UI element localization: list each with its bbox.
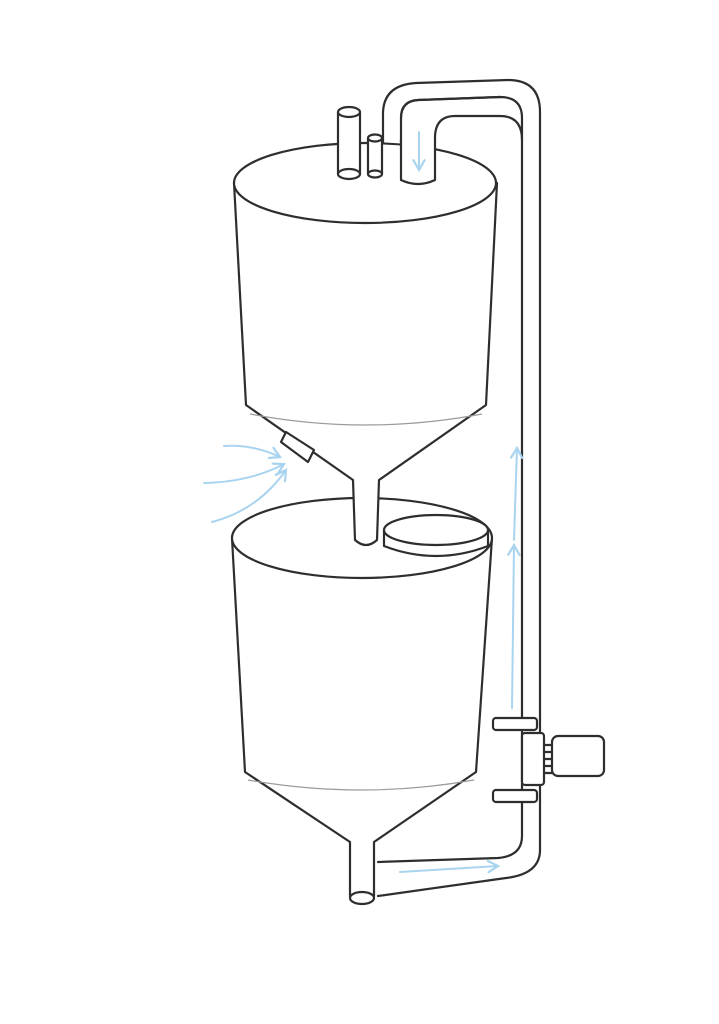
lower-vessel-outlet — [350, 892, 374, 904]
recirculation-pump — [522, 733, 604, 785]
pump-motor — [552, 736, 604, 776]
flow-arrow-bottom — [400, 866, 498, 872]
lower-conical-vessel — [232, 498, 492, 904]
lower-vessel-hatch — [384, 515, 488, 556]
pump-housing — [522, 733, 544, 785]
flow-arrow-up-lower — [512, 545, 514, 708]
flow-arrow-up-upper — [514, 448, 517, 540]
inlet-arrow-2 — [204, 464, 284, 483]
pipe-clamp-upper — [493, 718, 537, 730]
pipe-clamp-lower — [493, 790, 537, 802]
inlet-arrow-1 — [224, 446, 280, 457]
top-nozzle-small — [368, 135, 382, 178]
top-nozzle-large — [338, 107, 360, 179]
upper-vessel-top — [234, 143, 496, 223]
upper-conical-vessel — [234, 97, 522, 545]
